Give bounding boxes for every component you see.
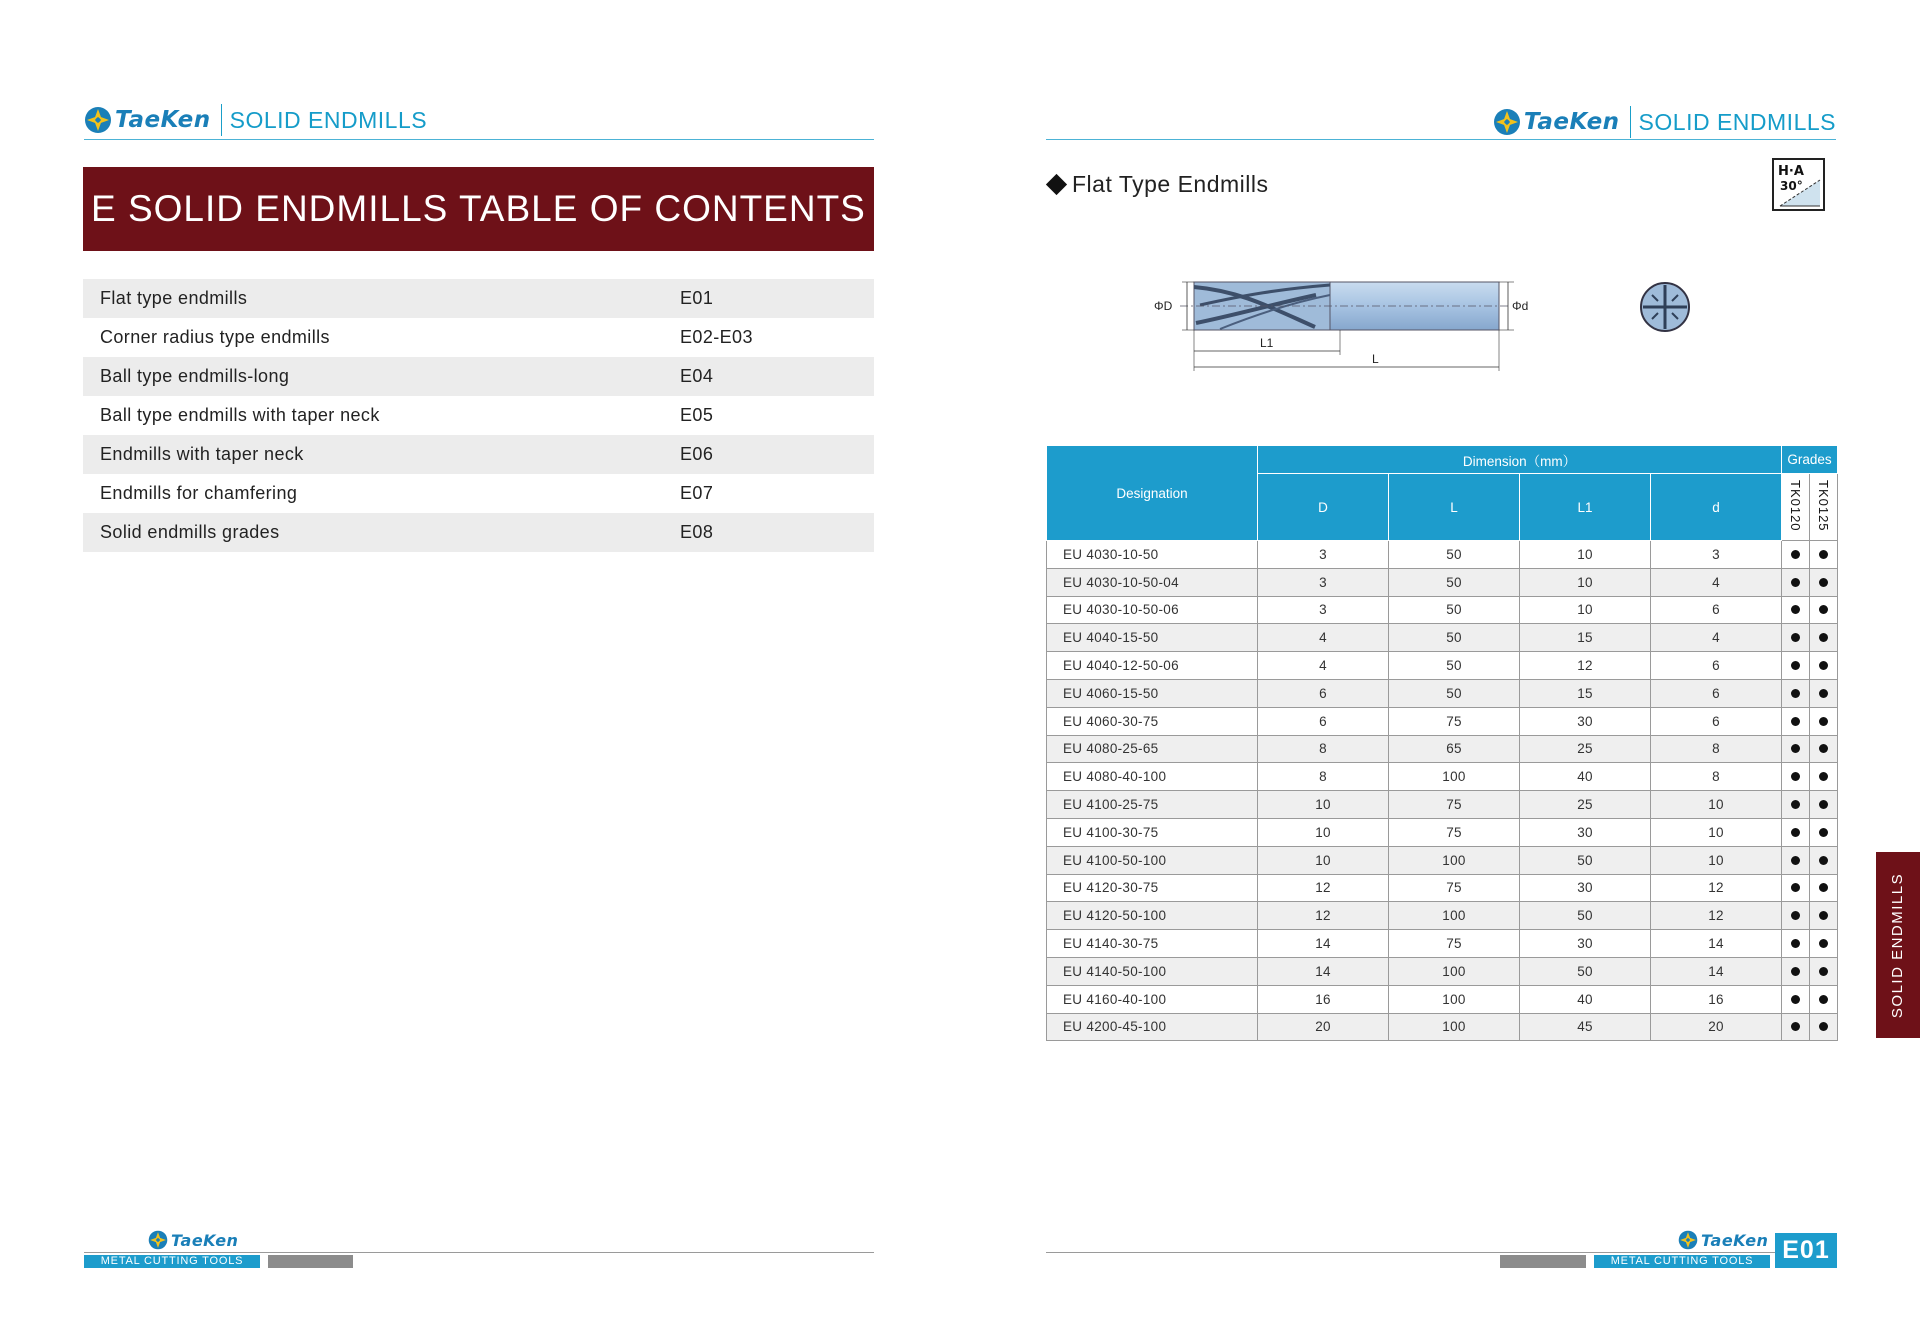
footer-rule (1046, 1252, 1836, 1253)
toc-item[interactable] (83, 435, 874, 474)
cell-D: 14 (1258, 930, 1389, 958)
toc-title: E SOLID ENDMILLS TABLE OF CONTENTS (91, 188, 866, 229)
available-dot-icon (1819, 605, 1828, 614)
grade-availability-cell (1810, 735, 1838, 763)
dimension-header: Dimension（mm） (1258, 446, 1782, 474)
cell-L: 75 (1389, 930, 1520, 958)
toc-item-code: E07 (680, 483, 714, 503)
cell-d: 3 (1651, 541, 1782, 569)
table-row (1047, 763, 1838, 791)
cell-D: 8 (1258, 763, 1389, 791)
available-dot-icon (1791, 772, 1800, 781)
grade-availability-cell (1782, 763, 1810, 791)
designation-cell: EU 4100-50-100 (1047, 846, 1258, 874)
logo-emblem-icon (1678, 1230, 1698, 1250)
toc-item-label: Corner radius type endmills (100, 327, 330, 347)
toc-item-code: E02-E03 (680, 327, 753, 347)
available-dot-icon (1819, 995, 1828, 1004)
toc-item-label: Ball type endmills with taper neck (100, 405, 380, 425)
table-row (1047, 735, 1838, 763)
cell-L1: 45 (1520, 1013, 1651, 1041)
available-dot-icon (1791, 939, 1800, 948)
available-dot-icon (1791, 717, 1800, 726)
cell-L1: 25 (1520, 791, 1651, 819)
cell-D: 4 (1258, 624, 1389, 652)
brand-logo (1493, 108, 1620, 136)
grade-availability-cell (1810, 1013, 1838, 1041)
available-dot-icon (1819, 550, 1828, 559)
footer-logo (1678, 1230, 1768, 1250)
footer-gray-bar (1500, 1255, 1586, 1268)
col-header-d: d (1651, 474, 1782, 541)
toc-item[interactable] (83, 318, 874, 357)
footer-tagline: METAL CUTTING TOOLS (84, 1255, 260, 1268)
toc-item-label: Flat type endmills (100, 288, 248, 308)
cell-D: 3 (1258, 541, 1389, 569)
cell-d: 10 (1651, 791, 1782, 819)
grade-availability-cell (1782, 874, 1810, 902)
table-row (1047, 985, 1838, 1013)
dim-d-label: Φd (1512, 299, 1529, 313)
cell-L: 100 (1389, 902, 1520, 930)
cell-D: 6 (1258, 707, 1389, 735)
cell-L1: 30 (1520, 930, 1651, 958)
available-dot-icon (1819, 578, 1828, 587)
designation-cell: EU 4100-25-75 (1047, 791, 1258, 819)
cell-L1: 10 (1520, 596, 1651, 624)
cell-L1: 30 (1520, 707, 1651, 735)
available-dot-icon (1819, 689, 1828, 698)
table-body (1047, 541, 1838, 1041)
cell-L: 50 (1389, 568, 1520, 596)
header-rule (1046, 139, 1836, 140)
dim-D-label: ΦD (1154, 299, 1173, 313)
col-header-L1: L1 (1520, 474, 1651, 541)
available-dot-icon (1819, 800, 1828, 809)
grade-availability-cell (1782, 791, 1810, 819)
toc-item[interactable] (83, 474, 874, 513)
diamond-bullet-icon (1046, 174, 1067, 195)
available-dot-icon (1791, 605, 1800, 614)
table-row (1047, 874, 1838, 902)
cell-d: 12 (1651, 874, 1782, 902)
grade-availability-cell (1810, 596, 1838, 624)
grade-availability-cell (1810, 679, 1838, 707)
designation-cell: EU 4040-15-50 (1047, 624, 1258, 652)
toc-item-code: E04 (680, 366, 714, 386)
designation-cell: EU 4200-45-100 (1047, 1013, 1258, 1041)
grade-header-tk0125 (1810, 474, 1838, 541)
brand-logo (84, 106, 211, 134)
toc-banner (83, 167, 874, 251)
grade-availability-cell (1782, 957, 1810, 985)
header-title: SOLID ENDMILLS (1638, 108, 1836, 135)
grade-availability-cell (1782, 735, 1810, 763)
cell-L: 75 (1389, 707, 1520, 735)
toc-item-code: E05 (680, 405, 714, 425)
badge-line2: 30° (1780, 179, 1803, 193)
cell-d: 6 (1651, 707, 1782, 735)
grade-availability-cell (1782, 652, 1810, 680)
grade-availability-cell (1782, 985, 1810, 1013)
designation-cell: EU 4080-25-65 (1047, 735, 1258, 763)
table-row (1047, 902, 1838, 930)
side-tab[interactable] (1876, 852, 1920, 1038)
cell-L: 100 (1389, 846, 1520, 874)
header-separator (1630, 106, 1631, 138)
grade-availability-cell (1810, 541, 1838, 569)
available-dot-icon (1791, 550, 1800, 559)
logo-emblem-icon (148, 1230, 168, 1250)
cell-D: 6 (1258, 679, 1389, 707)
endmill-spec-table (1046, 445, 1838, 1041)
designation-cell: EU 4080-40-100 (1047, 763, 1258, 791)
cell-d: 8 (1651, 735, 1782, 763)
grades-header: Grades (1782, 446, 1838, 474)
section-title (1046, 171, 1268, 198)
cell-d: 6 (1651, 596, 1782, 624)
available-dot-icon (1819, 967, 1828, 976)
toc-item[interactable] (83, 396, 874, 435)
grade-availability-cell (1782, 930, 1810, 958)
helix-angle-badge (1772, 158, 1825, 211)
grade-availability-cell (1810, 652, 1838, 680)
endmill-diagram (1140, 265, 1700, 380)
toc-item-label: Solid endmills grades (100, 522, 280, 542)
available-dot-icon (1791, 828, 1800, 837)
grade-availability-cell (1782, 818, 1810, 846)
table-row (1047, 818, 1838, 846)
designation-cell: EU 4030-10-50-04 (1047, 568, 1258, 596)
cell-D: 4 (1258, 652, 1389, 680)
cell-L: 50 (1389, 596, 1520, 624)
grade-availability-cell (1782, 846, 1810, 874)
cell-L: 75 (1389, 874, 1520, 902)
cell-L1: 50 (1520, 957, 1651, 985)
grade-availability-cell (1782, 624, 1810, 652)
designation-cell: EU 4030-10-50 (1047, 541, 1258, 569)
grade-availability-cell (1810, 846, 1838, 874)
table-row (1047, 791, 1838, 819)
available-dot-icon (1791, 995, 1800, 1004)
grade-availability-cell (1782, 541, 1810, 569)
designation-cell: EU 4120-50-100 (1047, 902, 1258, 930)
grade-availability-cell (1782, 679, 1810, 707)
grade-availability-cell (1810, 568, 1838, 596)
toc-item[interactable] (83, 513, 874, 552)
table-row (1047, 541, 1838, 569)
cell-D: 20 (1258, 1013, 1389, 1041)
footer-logo-text: TaeKen (171, 1230, 239, 1250)
available-dot-icon (1791, 633, 1800, 642)
designation-cell: EU 4030-10-50-06 (1047, 596, 1258, 624)
grade-availability-cell (1810, 624, 1838, 652)
grade-availability-cell (1782, 1013, 1810, 1041)
footer-logo (148, 1230, 238, 1250)
grade-availability-cell (1810, 874, 1838, 902)
col-header-D: D (1258, 474, 1389, 541)
cell-D: 3 (1258, 568, 1389, 596)
grade-availability-cell (1782, 707, 1810, 735)
available-dot-icon (1791, 883, 1800, 892)
cell-L1: 50 (1520, 846, 1651, 874)
header-rule (84, 139, 874, 140)
cell-D: 14 (1258, 957, 1389, 985)
table-row (1047, 846, 1838, 874)
cell-D: 10 (1258, 791, 1389, 819)
col-header-L: L (1389, 474, 1520, 541)
grade-availability-cell (1810, 707, 1838, 735)
side-tab-label: SOLID ENDMILLS (1889, 872, 1907, 1018)
footer-rule (84, 1252, 874, 1253)
available-dot-icon (1819, 856, 1828, 865)
available-dot-icon (1819, 883, 1828, 892)
cell-L: 100 (1389, 957, 1520, 985)
toc-item-label: Ball type endmills-long (100, 366, 290, 386)
page-number: E01 (1775, 1233, 1837, 1268)
cell-L1: 30 (1520, 874, 1651, 902)
available-dot-icon (1819, 939, 1828, 948)
available-dot-icon (1819, 1022, 1828, 1031)
available-dot-icon (1791, 911, 1800, 920)
dim-L-label: L (1372, 352, 1379, 366)
designation-cell: EU 4120-30-75 (1047, 874, 1258, 902)
table-row (1047, 652, 1838, 680)
header-title: SOLID ENDMILLS (229, 106, 428, 133)
cell-L1: 50 (1520, 902, 1651, 930)
available-dot-icon (1819, 744, 1828, 753)
grade-availability-cell (1810, 957, 1838, 985)
toc-item-code: E08 (680, 522, 714, 542)
designation-cell: EU 4040-12-50-06 (1047, 652, 1258, 680)
cell-L: 65 (1389, 735, 1520, 763)
cell-D: 10 (1258, 818, 1389, 846)
cell-d: 10 (1651, 818, 1782, 846)
cell-L: 100 (1389, 985, 1520, 1013)
table-row (1047, 568, 1838, 596)
cell-L1: 10 (1520, 568, 1651, 596)
cell-d: 14 (1651, 957, 1782, 985)
designation-cell: EU 4160-40-100 (1047, 985, 1258, 1013)
grade-label: TK0120 (1788, 479, 1804, 532)
endmill-drawing (1140, 265, 1700, 385)
cell-D: 16 (1258, 985, 1389, 1013)
grade-header-tk0120 (1782, 474, 1810, 541)
grade-availability-cell (1782, 596, 1810, 624)
cell-D: 8 (1258, 735, 1389, 763)
available-dot-icon (1791, 661, 1800, 670)
designation-cell: EU 4100-30-75 (1047, 818, 1258, 846)
table-row (1047, 1013, 1838, 1041)
cell-L1: 40 (1520, 763, 1651, 791)
dim-L1-label: L1 (1260, 336, 1274, 350)
available-dot-icon (1791, 744, 1800, 753)
cell-D: 12 (1258, 874, 1389, 902)
cell-L1: 12 (1520, 652, 1651, 680)
toc-item[interactable] (83, 279, 874, 318)
designation-header: Designation (1047, 446, 1258, 541)
available-dot-icon (1791, 800, 1800, 809)
designation-cell: EU 4060-30-75 (1047, 707, 1258, 735)
cell-L: 50 (1389, 679, 1520, 707)
toc-item-label: Endmills with taper neck (100, 444, 304, 464)
available-dot-icon (1791, 856, 1800, 865)
helix-angle-icon (1774, 160, 1823, 209)
grade-availability-cell (1810, 902, 1838, 930)
grade-availability-cell (1782, 568, 1810, 596)
grade-availability-cell (1810, 930, 1838, 958)
badge-line1: H·A (1778, 164, 1804, 179)
header-separator (221, 104, 222, 136)
cell-L1: 15 (1520, 679, 1651, 707)
cell-d: 14 (1651, 930, 1782, 958)
cell-D: 12 (1258, 902, 1389, 930)
cell-d: 6 (1651, 652, 1782, 680)
grade-availability-cell (1810, 818, 1838, 846)
designation-cell: EU 4140-50-100 (1047, 957, 1258, 985)
available-dot-icon (1819, 661, 1828, 670)
toc-item-code: E06 (680, 444, 714, 464)
cell-L1: 10 (1520, 541, 1651, 569)
logo-text: TaeKen (115, 107, 211, 133)
cell-L1: 30 (1520, 818, 1651, 846)
designation-cell: EU 4060-15-50 (1047, 679, 1258, 707)
cell-L: 100 (1389, 763, 1520, 791)
cell-d: 4 (1651, 568, 1782, 596)
section-title-text: Flat Type Endmills (1072, 171, 1269, 197)
available-dot-icon (1819, 772, 1828, 781)
cell-L: 75 (1389, 818, 1520, 846)
table-row (1047, 679, 1838, 707)
toc-list (83, 279, 874, 552)
available-dot-icon (1791, 578, 1800, 587)
cell-L1: 25 (1520, 735, 1651, 763)
footer-logo-text: TaeKen (1701, 1230, 1769, 1250)
designation-cell: EU 4140-30-75 (1047, 930, 1258, 958)
grade-availability-cell (1810, 985, 1838, 1013)
cell-D: 3 (1258, 596, 1389, 624)
cell-L: 50 (1389, 652, 1520, 680)
available-dot-icon (1819, 633, 1828, 642)
cell-L: 100 (1389, 1013, 1520, 1041)
cell-d: 6 (1651, 679, 1782, 707)
available-dot-icon (1791, 689, 1800, 698)
cell-d: 4 (1651, 624, 1782, 652)
footer-gray-bar (268, 1255, 353, 1268)
cell-d: 20 (1651, 1013, 1782, 1041)
available-dot-icon (1791, 1022, 1800, 1031)
grade-availability-cell (1782, 902, 1810, 930)
footer-tagline: METAL CUTTING TOOLS (1594, 1255, 1770, 1268)
cell-L1: 40 (1520, 985, 1651, 1013)
cell-L: 75 (1389, 791, 1520, 819)
available-dot-icon (1819, 828, 1828, 837)
table-row (1047, 624, 1838, 652)
table-row (1047, 707, 1838, 735)
right-page-header (1493, 106, 1836, 138)
logo-text: TaeKen (1523, 109, 1620, 135)
left-page-header (84, 104, 427, 136)
toc-item[interactable] (83, 357, 874, 396)
cell-d: 16 (1651, 985, 1782, 1013)
logo-emblem-icon (84, 106, 112, 134)
grade-availability-cell (1810, 791, 1838, 819)
toc-item-code: E01 (680, 288, 714, 308)
cell-L: 50 (1389, 624, 1520, 652)
cell-L: 50 (1389, 541, 1520, 569)
available-dot-icon (1819, 911, 1828, 920)
table-row (1047, 596, 1838, 624)
logo-emblem-icon (1493, 108, 1521, 136)
cell-D: 10 (1258, 846, 1389, 874)
table-row (1047, 957, 1838, 985)
cell-d: 12 (1651, 902, 1782, 930)
cell-d: 8 (1651, 763, 1782, 791)
toc-item-label: Endmills for chamfering (100, 483, 298, 503)
grade-availability-cell (1810, 763, 1838, 791)
cell-d: 10 (1651, 846, 1782, 874)
grade-label: TK0125 (1816, 479, 1832, 532)
available-dot-icon (1819, 717, 1828, 726)
available-dot-icon (1791, 967, 1800, 976)
cell-L1: 15 (1520, 624, 1651, 652)
table-row (1047, 930, 1838, 958)
